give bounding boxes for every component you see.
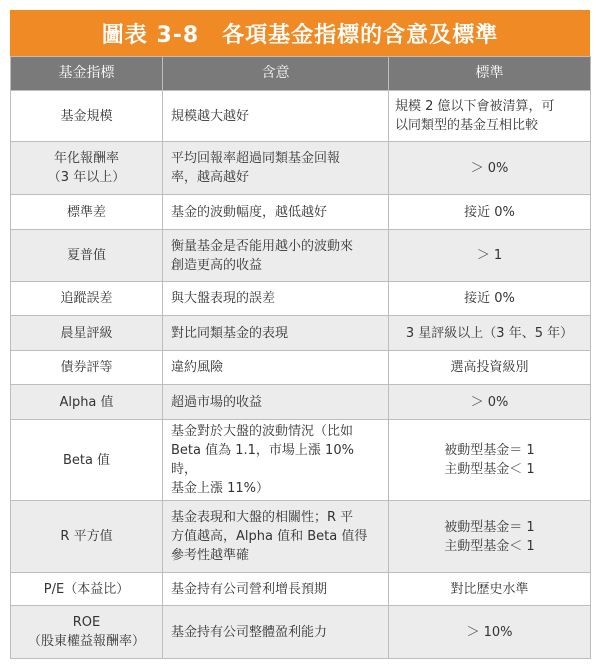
meaning-cell — [163, 573, 389, 606]
cell-line: 以同類型的基金互相比較 — [395, 118, 539, 133]
table-row — [11, 573, 591, 606]
cell-line: Beta 值 — [62, 452, 111, 468]
indicator-cell — [11, 606, 163, 659]
figure-title: 圖表 3-8 各項基金指標的含意及標準 — [10, 10, 590, 56]
cell-line: 晨星評級 — [60, 325, 113, 341]
meaning-cell — [163, 142, 389, 195]
standard-cell — [389, 501, 591, 573]
indicator-cell — [11, 385, 163, 420]
standard-cell — [389, 385, 591, 420]
cell-line: 創造更高的收益 — [171, 257, 263, 273]
cell-line: 主動型基金＜ 1 — [444, 538, 535, 554]
cell-line: 債券評等 — [60, 360, 113, 375]
header-indicator: 基金指標 — [11, 57, 163, 91]
cell-line: 超過市場的收益 — [171, 394, 263, 410]
meaning-cell — [163, 606, 389, 659]
cell-line: ＞ 10% — [466, 624, 513, 640]
cell-line: ROE — [72, 615, 101, 630]
indicator-cell — [11, 91, 163, 142]
cell-line: 違約風險 — [171, 360, 224, 375]
cell-line: 選高投資級別 — [450, 360, 529, 375]
cell-line: 3 星評級以上（3 年、5 年） — [405, 325, 574, 341]
meaning-cell — [163, 385, 389, 420]
meaning-cell — [163, 195, 389, 230]
table-row — [11, 316, 591, 351]
standard-cell — [389, 195, 591, 230]
cell-line: Alpha 值 — [59, 394, 114, 410]
table-row — [11, 351, 591, 385]
cell-line: 平均回報率超過同類基金回報 — [171, 151, 341, 166]
meaning-cell — [163, 420, 389, 501]
cell-line: Beta 值為 1.1，市場上漲 10% 時， — [171, 443, 354, 477]
table-header-row — [11, 57, 591, 91]
cell-line: 方值越高，Alpha 值和 Beta 值得 — [171, 529, 368, 544]
cell-line: 與大盤表現的誤差 — [171, 291, 276, 306]
meaning-cell — [163, 282, 389, 316]
figure-table — [10, 10, 590, 659]
indicator-cell — [11, 282, 163, 316]
header-meaning: 含意 — [163, 57, 389, 91]
indicator-cell — [11, 195, 163, 230]
indicator-cell — [11, 420, 163, 501]
indicator-cell — [11, 230, 163, 282]
indicator-table — [10, 56, 591, 659]
table-row — [11, 195, 591, 230]
table-row — [11, 282, 591, 316]
standard-cell — [389, 420, 591, 501]
standard-cell — [389, 606, 591, 659]
cell-line: 基金表現和大盤的相關性；R 平 — [171, 510, 354, 525]
meaning-cell — [163, 230, 389, 282]
cell-line: 基金規模 — [60, 108, 113, 124]
cell-line: P/E（本益比） — [43, 581, 130, 597]
indicator-cell — [11, 351, 163, 385]
indicator-cell — [11, 142, 163, 195]
cell-line: 標準差 — [66, 204, 106, 220]
cell-line: 對比歷史水準 — [450, 581, 529, 597]
standard-cell — [389, 573, 591, 606]
cell-line: 接近 0% — [464, 204, 515, 220]
standard-cell — [389, 316, 591, 351]
indicator-cell — [11, 316, 163, 351]
cell-line: 規模越大越好 — [171, 108, 250, 124]
standard-cell — [389, 230, 591, 282]
cell-line: ＞ 0% — [470, 394, 509, 410]
cell-line: ＞ 0% — [470, 160, 509, 176]
cell-line: 年化報酬率 — [53, 151, 119, 166]
table-row — [11, 142, 591, 195]
cell-line: 基金上漲 11%） — [171, 481, 270, 496]
cell-line: （3 年以上） — [47, 170, 126, 185]
standard-cell — [389, 282, 591, 316]
table-row — [11, 385, 591, 420]
table-row — [11, 420, 591, 501]
table-row — [11, 230, 591, 282]
table-row — [11, 501, 591, 573]
cell-line: 主動型基金＜ 1 — [444, 462, 535, 477]
cell-line: 被動型基金＝ 1 — [444, 443, 535, 458]
standard-cell — [389, 351, 591, 385]
indicator-cell — [11, 501, 163, 573]
cell-line: 衡量基金是否能用越小的波動來 — [171, 238, 354, 254]
cell-line: 基金的波動幅度，越低越好 — [171, 204, 328, 220]
cell-line: 參考性越準確 — [171, 548, 250, 563]
cell-line: 率，越高越好 — [171, 170, 250, 185]
meaning-cell — [163, 501, 389, 573]
cell-line: R 平方值 — [60, 529, 113, 544]
cell-line: 被動型基金＝ 1 — [444, 519, 535, 535]
cell-line: （股東權益報酬率） — [27, 634, 145, 649]
table-row — [11, 606, 591, 659]
table-row — [11, 91, 591, 142]
meaning-cell — [163, 351, 389, 385]
cell-line: 基金持有公司整體盈利能力 — [171, 624, 328, 640]
standard-cell — [389, 142, 591, 195]
cell-line: ＞ 1 — [476, 248, 503, 263]
cell-line: 夏普值 — [66, 248, 106, 263]
meaning-cell — [163, 316, 389, 351]
cell-line: 對比同類基金的表現 — [171, 325, 289, 341]
cell-line: 規模 2 億以下會被清算，可 — [395, 99, 555, 114]
cell-line: 追蹤誤差 — [60, 291, 113, 306]
meaning-cell — [163, 91, 389, 142]
header-standard: 標準 — [389, 57, 591, 91]
cell-line: 基金持有公司營利增長預期 — [171, 581, 328, 597]
standard-cell — [389, 91, 591, 142]
cell-line: 接近 0% — [464, 291, 515, 306]
indicator-cell — [11, 573, 163, 606]
cell-line: 基金對於大盤的波動情況（比如 — [171, 424, 354, 439]
